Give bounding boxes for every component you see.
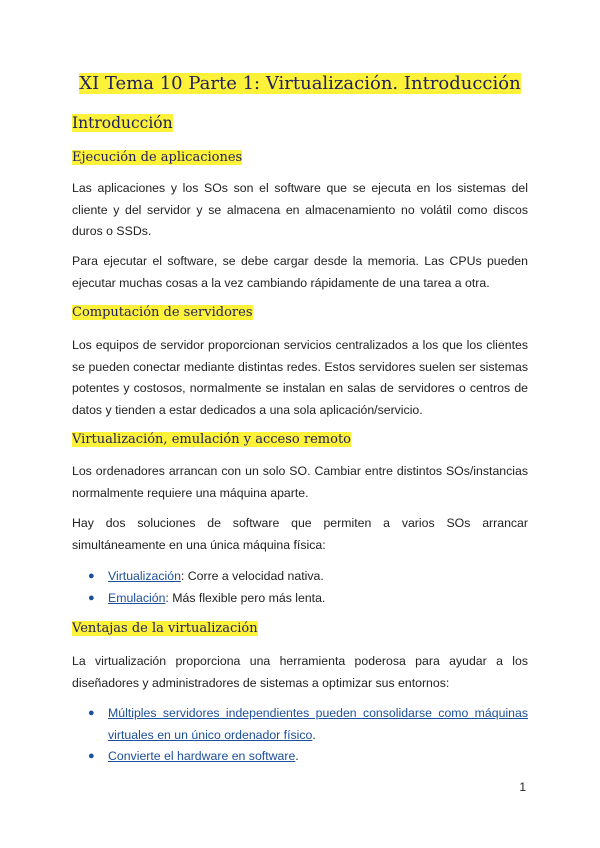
bullet-icon: ● [88,750,95,762]
paragraph-ventajas-1: La virtualización proporciona una herramienta poderosa para ayudar a los diseñadores y administradores de sistemas a optimizar sus entornos: [72,654,528,690]
page-number: 1 [519,780,526,794]
section-heading-introduccion: Introducción [72,114,173,132]
list-item: ● Convierte el hardware en software. [72,746,528,768]
bullet-icon: ● [88,570,95,582]
list-item: ● Virtualización: Corre a velocidad nativa. [72,566,528,588]
advantages-list [72,703,528,768]
paragraph-ejecucion-1: Las aplicaciones y los SOs son el software que se ejecuta en los sistemas del cliente y del servidor y se almacena en almacenamiento no volátil como discos duros o SSDs. [72,181,528,238]
subheading-ejecucion: Ejecución de aplicaciones [72,150,243,165]
consolidation-link[interactable]: Múltiples servidores independientes pueden consolidarse como máquinas virtuales en un único ordenador físico [108,706,528,742]
paragraph-ejecucion-2: Para ejecutar el software, se debe cargar desde la memoria. Las CPUs pueden ejecutar muchas cosas a la vez cambiando rápidamente de una tarea a otra. [72,254,528,290]
paragraph-virtualizacion-1: Los ordenadores arrancan con un solo SO. Cambiar entre distintos SOs/instancias normalmente requiere una máquina aparte. [72,464,528,500]
solutions-list [72,566,528,609]
list-item: ● Múltiples servidores independientes pueden consolidarse como máquinas virtuales en un único ordenador físico. [72,703,528,746]
bullet-icon: ● [88,707,95,719]
emulacion-link[interactable]: Emulación [108,590,166,605]
subheading-virtualizacion: Virtualización, emulación y acceso remoto [72,432,351,447]
page-title: XI Tema 10 Parte 1: Virtualización. Introducción [79,73,521,94]
paragraph-computacion-1: Los equipos de servidor proporcionan servicios centralizados a los que los clientes se pueden conectar mediante distintas redes. Estos servidores suelen ser sistemas potentes y costosos, normalmente se instalan en salas de servidores o centros de datos y tienden a estar dedicados a una sola aplicación/servicio. [72,338,528,417]
virtualizacion-link[interactable]: Virtualización [108,569,181,583]
subheading-computacion: Computación de servidores [72,305,253,320]
hardware-software-link[interactable]: Convierte el hardware en software [108,749,296,763]
subheading-ventajas: Ventajas de la virtualización [72,621,258,636]
list-item: ● Emulación: Más flexible pero más lenta. [72,588,528,610]
paragraph-virtualizacion-2: Hay dos soluciones de software que permiten a varios SOs arrancar simultáneamente en una única máquina física: [72,516,528,552]
bullet-icon: ● [88,591,95,604]
